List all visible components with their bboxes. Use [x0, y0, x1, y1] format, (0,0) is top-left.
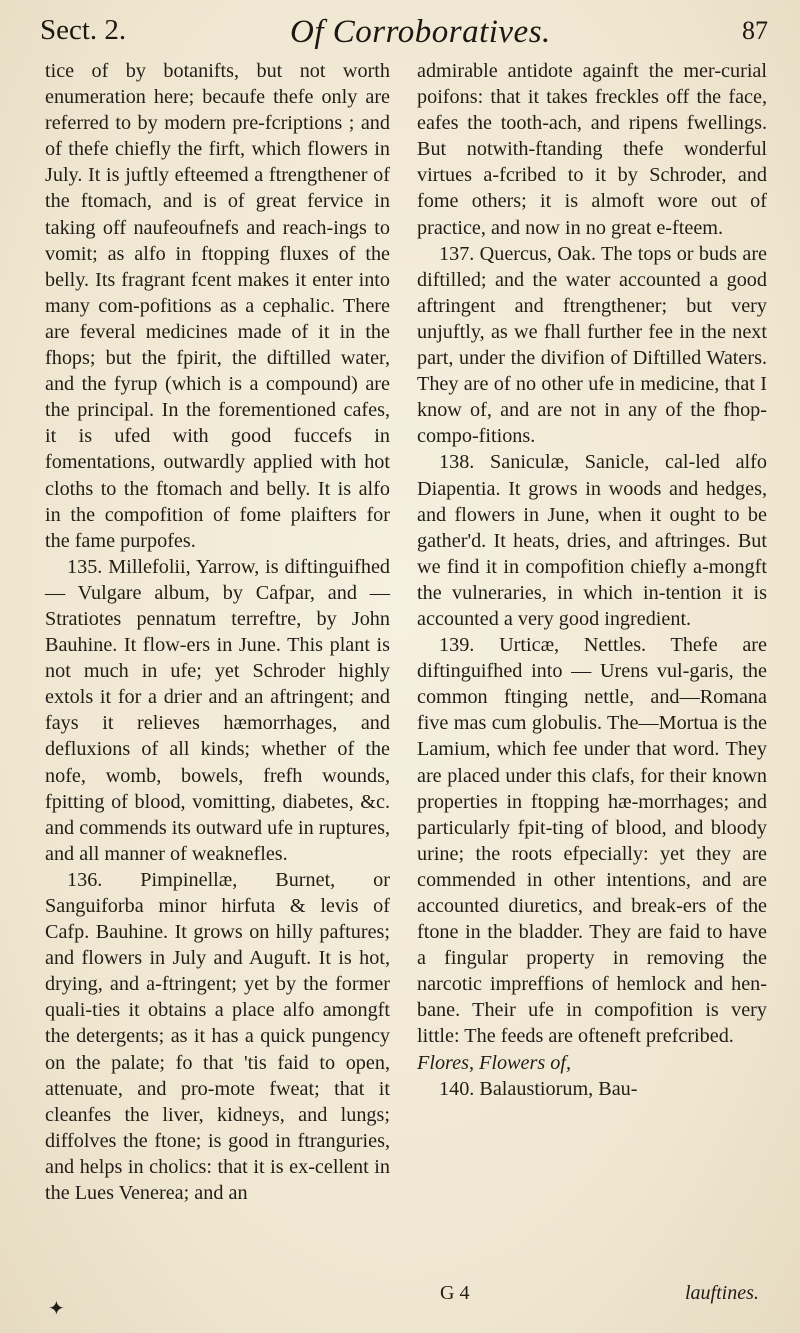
entry-140-balaustiorum: 140. Balaustiorum, Bau-: [439, 1077, 638, 1100]
section-label: Sect. 2.: [40, 14, 127, 46]
right-column: [417, 58, 767, 1102]
entry-135-millefolii: 135. Millefolii, Yarrow, is diftinguifhed — Vulgare album, by Cafpar, and — Stratiotes pennatum terreftre, by John Bauhine. It flow-ers in June. This plant is not much in ufe; yet Schroder highly extols it for a drier and an aftringent; and fays it relieves hæmorrhages, and defluxions of all kinds; whether of the nofe, womb, bowels, frefh wounds, fpitting of blood, vomitting, diabetes, &c. and commends its outward ufe in ruptures, and all manner of weaknefles.: [45, 555, 390, 865]
left-footer-mark: ✦: [48, 1298, 65, 1320]
catchword: lauftines.: [685, 1282, 759, 1304]
entry-139-urticae: 139. Urticæ, Nettles. Thefe are diftinguifhed into — Urens vul-garis, the common ftinging nettle, and—Romana five mas cum globulis. The—Mortua is the Lamium, which fee under that word. They are placed under this clafs, for their known properties in ftopping hæ-morrhages; and particularly fpit-ting of blood, and bloody urine; the roots efpecially: yet they are commended in other intentions, and are accounted diuretics, and break-ers of the ftone in the bladder. They are faid to have a fingular property in removing the narcotic impreffions of hemlock and hen-bane. Their ufe in compofition is very little: The feeds are ofteneft prefcribed.: [417, 634, 767, 1048]
page-number: 87: [742, 16, 768, 45]
entry-138-saniculae: 138. Saniculæ, Sanicle, cal-led alfo Diapentia. It grows in woods and hedges, and flowers in June, when it ought to be gather'd. It heats, dries, and aftringes. But we find it in compofition chiefly a-mongft the vulneraries, in which in-tention it is accounted a very good ingredient.: [417, 451, 767, 630]
left-continuation-paragraph: tice of by botanifts, but not worth enumeration here; becaufe thefe only are referred to by modern pre-fcriptions ; and of thefe chiefly the firft, which flowers in July. It is juftly efteemed a ftrengthener of the ftomach, and is of great fervice in taking off naufeoufnefs and reach-ings to vomit; as alfo in ftopping fluxes of the belly. Its fragrant fcent makes it enter into many com-pofitions as a cephalic. There are feveral medicines made of it in the fhops; but the fpirit, the diftilled water, and the fyrup (which is a compound) are the principal. In the forementioned cafes, it is ufed with good fuccefs in fomentations, outwardly applied with hot cloths to the ftomach and belly. It is alfo in the compofition of fome plaifters for the fame purpofes.: [45, 60, 390, 552]
flores-heading: Flores, Flowers of,: [417, 1051, 572, 1074]
entry-137-quercus: 137. Quercus, Oak. The tops or buds are diftilled; and the water accounted a good aftringent and ftrengthener; but very unjuftly, as we fhall further fee in the next part, under the divifion of Diftilled Waters. They are of no other ufe in medicine, that I know of, and are not in any of the fhop-compo-fitions.: [417, 242, 767, 448]
signature-mark: G 4: [440, 1282, 470, 1304]
left-column: [45, 58, 390, 1206]
running-title: Of Corroboratives.: [290, 14, 551, 50]
right-continuation-paragraph: admirable antidote againft the mer-curial poifons: that it takes freckles off the face, eafes the tooth-ach, and ripens fwellings. But notwith-ftanding thefe wonderful virtues a-fcribed to it by Schroder, and fome others; it is almoft wore out of practice, and now in no great e-fteem.: [417, 60, 767, 239]
entry-136-pimpinellae: 136. Pimpinellæ, Burnet, or Sanguiforba minor hirfuta & levis of Cafp. Bauhine. It grows on hilly paftures; and flowers in July and Auguft. It is hot, drying, and a-ftringent; yet by the former quali-ties it obtains a place alfo amongft the detergents; as it has a quick pungency on the palate; fo that 'tis faid to open, attenuate, and pro-mote fweat; that it cleanfes the liver, kidneys, and lungs; diffolves the ftone; is good in ftranguries, and helps in cholics: that it is ex-cellent in the Lues Venerea; and an: [45, 868, 390, 1205]
